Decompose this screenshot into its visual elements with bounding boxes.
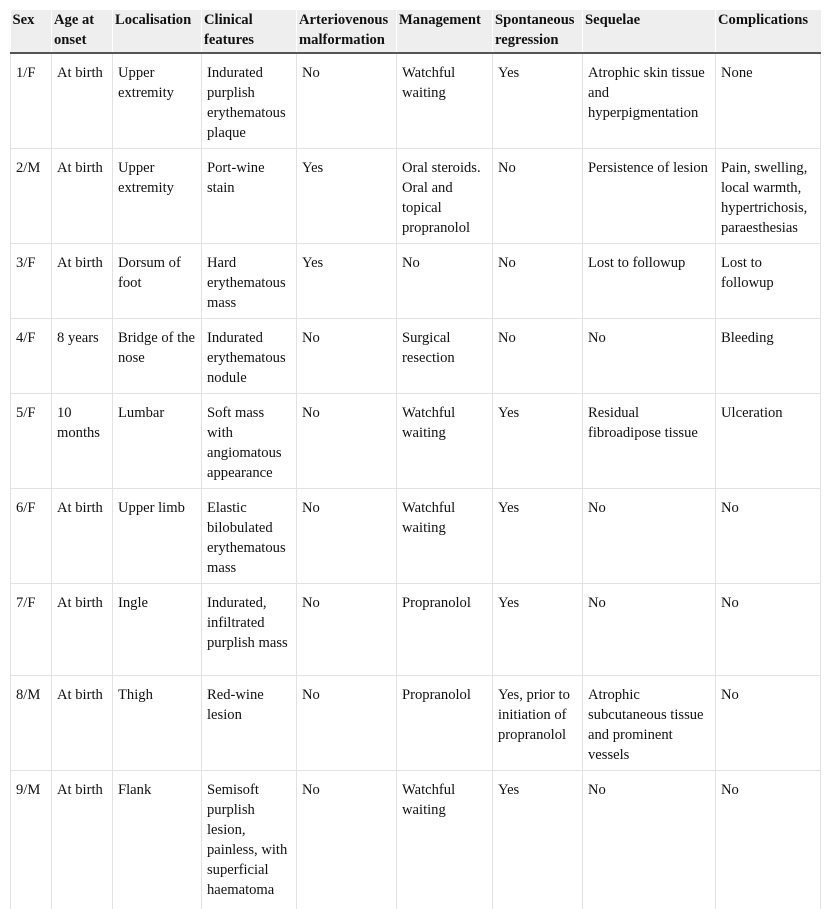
header-management: Management <box>397 10 493 53</box>
cell-localisation: Dorsum of foot <box>113 244 202 319</box>
cell-management: Watchful waiting <box>397 771 493 909</box>
cell-localisation: Ingle <box>113 584 202 676</box>
table-row <box>11 319 821 394</box>
header-sex: Sex <box>11 10 52 53</box>
cell-arteriovenous-malformation: No <box>297 676 397 771</box>
cell-spontaneous-regression: Yes <box>493 584 583 676</box>
cell-arteriovenous-malformation: Yes <box>297 149 397 244</box>
cell-age-at-onset: At birth <box>52 53 113 149</box>
cell-sex: 9/M <box>11 771 52 909</box>
cell-complications: No <box>716 771 821 909</box>
table-row <box>11 676 821 771</box>
cell-complications: Bleeding <box>716 319 821 394</box>
cell-sequelae: No <box>583 584 716 676</box>
cell-localisation: Upper extremity <box>113 149 202 244</box>
cell-age-at-onset: At birth <box>52 489 113 584</box>
cell-sequelae: Persistence of lesion <box>583 149 716 244</box>
cell-management: Oral steroids. Oral and topical propranolol <box>397 149 493 244</box>
cell-localisation: Flank <box>113 771 202 909</box>
header-sequelae: Sequelae <box>583 10 716 53</box>
cell-sequelae: No <box>583 319 716 394</box>
cell-complications: No <box>716 584 821 676</box>
header-complications: Complications <box>716 10 821 53</box>
cell-clinical-features: Indurated purplish erythematous plaque <box>202 53 297 149</box>
cell-spontaneous-regression: No <box>493 319 583 394</box>
cell-clinical-features: Elastic bilobulated erythematous mass <box>202 489 297 584</box>
cell-spontaneous-regression: No <box>493 244 583 319</box>
table-body <box>11 53 821 909</box>
header-spontaneous-regression: Spontaneous regression <box>493 10 583 53</box>
cell-complications: Pain, swelling, local warmth, hypertrichosis, paraesthesias <box>716 149 821 244</box>
cell-complications: None <box>716 53 821 149</box>
cell-clinical-features: Indurated erythematous nodule <box>202 319 297 394</box>
cell-arteriovenous-malformation: No <box>297 489 397 584</box>
cell-spontaneous-regression: No <box>493 149 583 244</box>
cell-sex: 8/M <box>11 676 52 771</box>
cell-sex: 1/F <box>11 53 52 149</box>
table-row <box>11 489 821 584</box>
cell-management: Watchful waiting <box>397 489 493 584</box>
cell-sequelae: Residual fibroadipose tissue <box>583 394 716 489</box>
cell-age-at-onset: At birth <box>52 676 113 771</box>
cell-sequelae: Lost to followup <box>583 244 716 319</box>
table-row <box>11 244 821 319</box>
cell-management: No <box>397 244 493 319</box>
cell-management: Watchful waiting <box>397 394 493 489</box>
cell-sex: 7/F <box>11 584 52 676</box>
cell-clinical-features: Port-wine stain <box>202 149 297 244</box>
cell-arteriovenous-malformation: Yes <box>297 244 397 319</box>
header-arteriovenous-malformation: Arteriovenous malformation <box>297 10 397 53</box>
cell-clinical-features: Semisoft purplish lesion, painless, with superficial haematoma <box>202 771 297 909</box>
table-container <box>10 10 820 909</box>
cell-localisation: Bridge of the nose <box>113 319 202 394</box>
cell-age-at-onset: At birth <box>52 149 113 244</box>
cell-spontaneous-regression: Yes <box>493 771 583 909</box>
cell-management: Propranolol <box>397 676 493 771</box>
cell-sex: 2/M <box>11 149 52 244</box>
cell-sequelae: No <box>583 771 716 909</box>
cell-sex: 3/F <box>11 244 52 319</box>
cell-arteriovenous-malformation: No <box>297 584 397 676</box>
cell-age-at-onset: At birth <box>52 771 113 909</box>
cell-clinical-features: Red-wine lesion <box>202 676 297 771</box>
table-row <box>11 584 821 676</box>
cell-sequelae: Atrophic subcutaneous tissue and prominent vessels <box>583 676 716 771</box>
cell-age-at-onset: At birth <box>52 584 113 676</box>
cell-management: Surgical resection <box>397 319 493 394</box>
cell-arteriovenous-malformation: No <box>297 394 397 489</box>
cell-clinical-features: Soft mass with angiomatous appearance <box>202 394 297 489</box>
cell-sequelae: Atrophic skin tissue and hyperpigmentation <box>583 53 716 149</box>
cell-spontaneous-regression: Yes <box>493 489 583 584</box>
cell-complications: No <box>716 489 821 584</box>
case-table <box>10 10 821 909</box>
cell-spontaneous-regression: Yes, prior to initiation of propranolol <box>493 676 583 771</box>
cell-localisation: Lumbar <box>113 394 202 489</box>
cell-sequelae: No <box>583 489 716 584</box>
header-age-at-onset: Age at onset <box>52 10 113 53</box>
cell-management: Propranolol <box>397 584 493 676</box>
table-header <box>11 10 821 53</box>
cell-management: Watchful waiting <box>397 53 493 149</box>
header-clinical-features: Clinical features <box>202 10 297 53</box>
cell-sex: 6/F <box>11 489 52 584</box>
cell-localisation: Thigh <box>113 676 202 771</box>
cell-clinical-features: Hard erythematous mass <box>202 244 297 319</box>
cell-age-at-onset: 8 years <box>52 319 113 394</box>
header-row <box>11 10 821 53</box>
cell-localisation: Upper extremity <box>113 53 202 149</box>
cell-arteriovenous-malformation: No <box>297 319 397 394</box>
cell-localisation: Upper limb <box>113 489 202 584</box>
cell-spontaneous-regression: Yes <box>493 53 583 149</box>
cell-sex: 5/F <box>11 394 52 489</box>
header-localisation: Localisation <box>113 10 202 53</box>
cell-spontaneous-regression: Yes <box>493 394 583 489</box>
cell-age-at-onset: At birth <box>52 244 113 319</box>
cell-complications: Lost to followup <box>716 244 821 319</box>
cell-clinical-features: Indurated, infiltrated purplish mass <box>202 584 297 676</box>
table-row <box>11 53 821 149</box>
cell-sex: 4/F <box>11 319 52 394</box>
table-row <box>11 771 821 909</box>
table-row <box>11 394 821 489</box>
cell-age-at-onset: 10 months <box>52 394 113 489</box>
cell-complications: No <box>716 676 821 771</box>
cell-arteriovenous-malformation: No <box>297 771 397 909</box>
cell-complications: Ulceration <box>716 394 821 489</box>
cell-arteriovenous-malformation: No <box>297 53 397 149</box>
table-row <box>11 149 821 244</box>
